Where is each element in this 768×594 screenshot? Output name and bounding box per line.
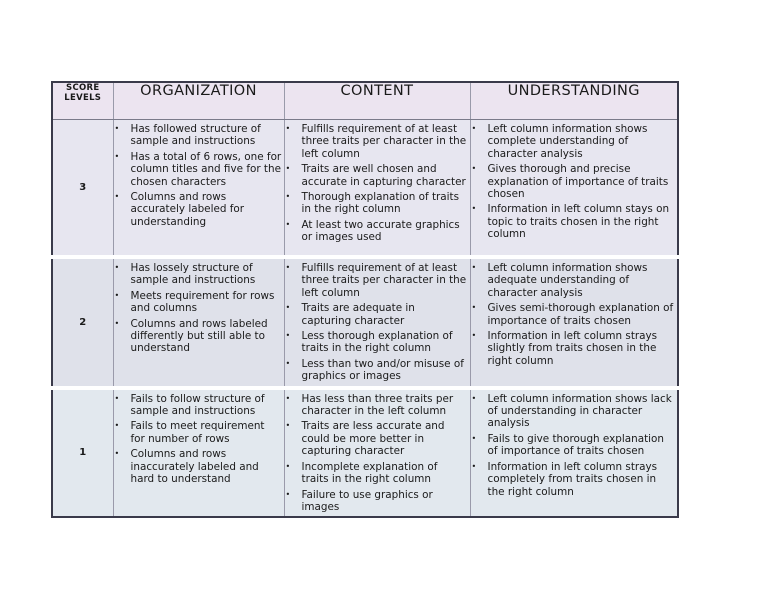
organization-cell-3 xyxy=(113,120,284,258)
criterion-item: • Traits are adequate in capturing character xyxy=(302,302,468,327)
criterion-item: • Left column information shows lack of understanding in character analysis xyxy=(488,393,676,430)
score-level-1: 1 xyxy=(52,388,113,518)
criterion-item: • Information in left column strays completely from traits chosen in the right column xyxy=(488,461,676,498)
rubric-table xyxy=(51,81,679,518)
content-cell-3 xyxy=(284,120,470,258)
criterion-item: • Failure to use graphics or images xyxy=(302,489,468,514)
criterion-item: • Gives thorough and precise explanation of importance of traits chosen xyxy=(488,163,676,200)
criterion-item: • Less than two and/or misuse of graphics or images xyxy=(302,358,468,383)
criterion-item: • Fails to meet requirement for number of rows xyxy=(131,420,282,445)
understanding-cell-3 xyxy=(470,120,678,258)
criterion-item: • Traits are well chosen and accurate in capturing character xyxy=(302,163,468,188)
organization-cell-1 xyxy=(113,388,284,518)
content-cell-2 xyxy=(284,257,470,388)
criterion-item: • Columns and rows labeled differently but still able to understand xyxy=(131,318,282,355)
header-row xyxy=(52,82,678,120)
content-cell-1 xyxy=(284,388,470,518)
content-header: CONTENT xyxy=(284,82,470,120)
criterion-item: • Gives semi-thorough explanation of importance of traits chosen xyxy=(488,302,676,327)
criterion-item: • Information in left column stays on topic to traits chosen in the right column xyxy=(488,203,676,240)
score-row-2 xyxy=(52,257,678,388)
understanding-header: UNDERSTANDING xyxy=(470,82,678,120)
criterion-item: • Columns and rows inaccurately labeled and hard to understand xyxy=(131,448,282,485)
criterion-item: • Fulfills requirement of at least three traits per character in the left column xyxy=(302,262,468,299)
criterion-item: • Fails to follow structure of sample and instructions xyxy=(131,393,282,418)
organization-cell-2 xyxy=(113,257,284,388)
score-row-3 xyxy=(52,120,678,258)
score-row-1 xyxy=(52,388,678,518)
criterion-item: • Traits are less accurate and could be more better in capturing character xyxy=(302,420,468,457)
criterion-item: • Information in left column strays slightly from traits chosen in the right column xyxy=(488,330,676,367)
criterion-item: • Columns and rows accurately labeled for understanding xyxy=(131,191,282,228)
criterion-item: • Less thorough explanation of traits in the right column xyxy=(302,330,468,355)
understanding-cell-2 xyxy=(470,257,678,388)
score-level-3: 3 xyxy=(52,120,113,258)
criterion-item: • Left column information shows adequate understanding of character analysis xyxy=(488,262,676,299)
criterion-item: • Fulfills requirement of at least three traits per character in the left column xyxy=(302,123,468,160)
criterion-item: • Incomplete explanation of traits in the right column xyxy=(302,461,468,486)
criterion-item: • Has followed structure of sample and instructions xyxy=(131,123,282,148)
criterion-item: • Fails to give thorough explanation of importance of traits chosen xyxy=(488,433,676,458)
organization-header: ORGANIZATION xyxy=(113,82,284,120)
criterion-item: • Has lossely structure of sample and instructions xyxy=(131,262,282,287)
criterion-item: • Has a total of 6 rows, one for column titles and five for the chosen characters xyxy=(131,151,282,188)
criterion-item: • At least two accurate graphics or images used xyxy=(302,219,468,244)
criterion-item: • Thorough explanation of traits in the right column xyxy=(302,191,468,216)
understanding-cell-1 xyxy=(470,388,678,518)
criterion-item: • Meets requirement for rows and columns xyxy=(131,290,282,315)
score-levels-header: SCORE LEVELS xyxy=(52,82,113,120)
criterion-item: • Has less than three traits per character in the left column xyxy=(302,393,468,418)
score-level-2: 2 xyxy=(52,257,113,388)
criterion-item: • Left column information shows complete understanding of character analysis xyxy=(488,123,676,160)
